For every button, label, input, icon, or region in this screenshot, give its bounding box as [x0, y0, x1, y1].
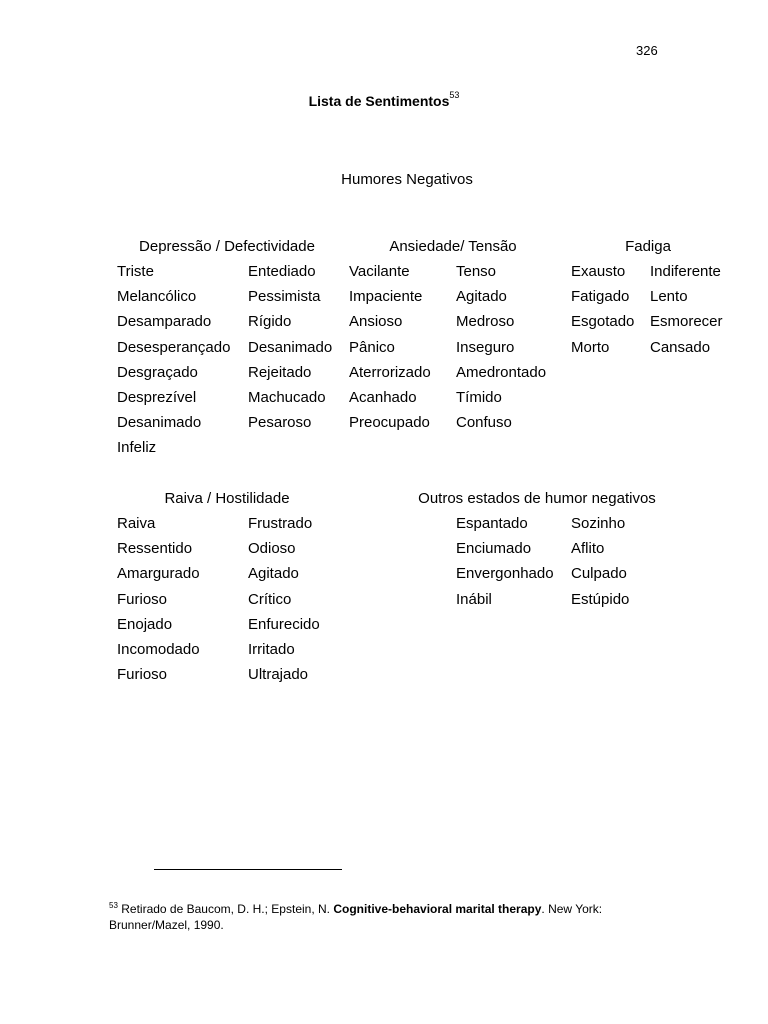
- word-fadiga-col1: Esgotado: [571, 313, 635, 331]
- word-ansiedade-col2: Tímido: [456, 389, 502, 406]
- word-ansiedade-col1: Acanhado: [349, 389, 417, 406]
- word-raiva-col2: Frustrado: [248, 515, 313, 532]
- word-outros-col1: Inábil: [456, 590, 492, 608]
- heading-ansiedade: Ansiedade/ Tensão: [389, 238, 517, 255]
- word-fadiga-col2: Lento: [650, 288, 688, 306]
- word-ansiedade-col2: Inseguro: [456, 338, 515, 356]
- word-ansiedade-col1: Vacilante: [349, 263, 410, 280]
- footnote: [109, 901, 669, 933]
- word-raiva-col1: Enojado: [117, 615, 173, 633]
- word-outros-col2: Estúpido: [571, 590, 630, 608]
- word-depressao-col2: Machucado: [248, 389, 326, 406]
- word-raiva-col2: Ultrajado: [248, 666, 309, 684]
- word-outros-col1: Envergonhado: [456, 565, 554, 583]
- word-depressao-col1: Triste: [117, 263, 154, 280]
- word-raiva-col1: Incomodado: [117, 641, 200, 658]
- word-outros-col2: Sozinho: [571, 515, 626, 532]
- word-depressao-col1: Desgraçado: [117, 363, 198, 381]
- word-raiva-col1: Raiva: [117, 515, 156, 532]
- word-raiva-col2: Irritado: [248, 641, 295, 658]
- word-fadiga-col1: Exausto: [571, 263, 626, 280]
- word-raiva-col2: Odioso: [248, 540, 296, 558]
- word-raiva-col1: Amargurado: [117, 565, 200, 583]
- word-depressao-col1: Melancólico: [117, 288, 197, 306]
- section-subtitle: Humores Negativos: [341, 171, 473, 188]
- footnote-book-title: Cognitive-behavioral marital therapy: [333, 902, 542, 916]
- heading-raiva: Raiva / Hostilidade: [164, 490, 290, 507]
- word-outros-col1: Enciumado: [456, 540, 532, 558]
- heading-fadiga: Fadiga: [625, 238, 671, 255]
- word-depressao-col1: Desanimado: [117, 414, 202, 432]
- footnote-mark: 53: [109, 901, 118, 910]
- word-raiva-col2: Crítico: [248, 590, 292, 608]
- word-ansiedade-col2: Confuso: [456, 414, 512, 432]
- word-ansiedade-col1: Pânico: [349, 338, 395, 356]
- word-fadiga-col2: Esmorecer: [650, 313, 723, 331]
- word-depressao-col2: Pesaroso: [248, 414, 312, 432]
- heading-outros: Outros estados de humor negativos: [418, 490, 656, 507]
- word-ansiedade-col2: Amedrontado: [456, 363, 547, 381]
- heading-depressao: Depressão / Defectividade: [139, 238, 315, 255]
- footnote-text-after: . New York: Brunner/Mazel, 1990.: [109, 902, 603, 932]
- word-ansiedade-col1: Ansioso: [349, 313, 403, 331]
- word-raiva-col1: Furioso: [117, 666, 168, 684]
- footnote-text-before: Retirado de Baucom, D. H.; Epstein, N.: [117, 902, 334, 916]
- word-depressao-col2: Rejeitado: [248, 363, 312, 381]
- page-number: 326: [636, 43, 658, 58]
- word-ansiedade-col2: Agitado: [456, 288, 507, 306]
- word-depressao-col2: Entediado: [248, 263, 316, 280]
- word-depressao-col1: Desamparado: [117, 313, 212, 331]
- word-fadiga-col2: Indiferente: [650, 263, 721, 280]
- word-raiva-col2: Enfurecido: [248, 615, 320, 633]
- word-depressao-col2: Pessimista: [248, 288, 321, 306]
- word-depressao-col1: Desprezível: [117, 389, 197, 406]
- word-depressao-col1: Desesperançado: [117, 338, 231, 356]
- word-fadiga-col2: Cansado: [650, 338, 711, 356]
- footnote-separator: [154, 869, 342, 870]
- word-depressao-col1: Infeliz: [117, 439, 157, 457]
- word-raiva-col1: Furioso: [117, 590, 168, 608]
- word-ansiedade-col1: Aterrorizado: [349, 363, 431, 381]
- word-depressao-col2: Rígido: [248, 313, 292, 331]
- title-footnote-ref: 53: [449, 90, 460, 100]
- word-raiva-col1: Ressentido: [117, 540, 193, 558]
- word-ansiedade-col2: Medroso: [456, 313, 515, 331]
- word-fadiga-col1: Morto: [571, 338, 610, 356]
- word-outros-col1: Espantado: [456, 515, 528, 532]
- word-outros-col2: Culpado: [571, 565, 627, 583]
- word-depressao-col2: Desanimado: [248, 338, 333, 356]
- word-ansiedade-col1: Preocupado: [349, 414, 430, 432]
- page-title: [0, 90, 768, 109]
- word-fadiga-col1: Fatigado: [571, 288, 630, 306]
- title-text: Lista de Sentimentos: [308, 93, 450, 109]
- word-ansiedade-col2: Tenso: [456, 263, 497, 280]
- word-outros-col2: Aflito: [571, 540, 605, 558]
- word-ansiedade-col1: Impaciente: [349, 288, 423, 306]
- word-raiva-col2: Agitado: [248, 565, 299, 583]
